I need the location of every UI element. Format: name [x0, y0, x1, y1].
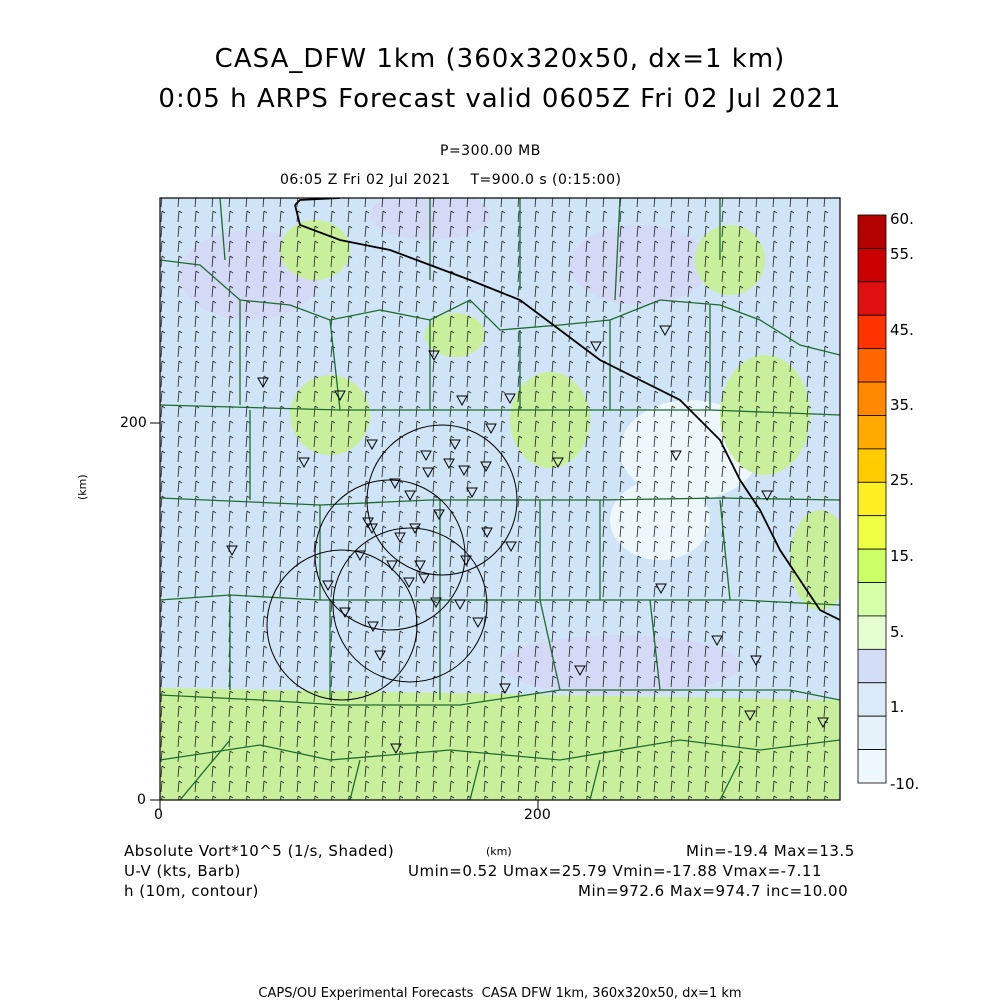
- colorbar-label: 45.: [890, 321, 914, 339]
- legend-field1-label: Absolute Vort*10^5 (1/s, Shaded): [124, 842, 395, 860]
- y-tick-200: 200: [120, 415, 147, 431]
- y-tick-0: 0: [137, 792, 146, 808]
- colorbar-swatch: [858, 349, 886, 382]
- colorbar-label: -10.: [890, 775, 920, 793]
- colorbar-swatch: [858, 282, 886, 315]
- colorbar-label: 60.: [890, 210, 914, 228]
- colorbar-swatch: [858, 449, 886, 482]
- colorbar-label: 15.: [890, 547, 914, 565]
- colorbar-swatch: [858, 716, 886, 749]
- pressure-level: P=300.00 MB: [440, 143, 541, 159]
- wind-barb-field: [160, 198, 840, 800]
- colorbar-swatch: [858, 215, 886, 248]
- colorbar-label: 25.: [890, 471, 914, 489]
- y-axis-unit: (km): [76, 474, 89, 500]
- x-tick-0: 0: [154, 807, 163, 823]
- colorbar-swatch: [858, 248, 886, 281]
- legend-field3-stats: Min=972.6 Max=974.7 inc=10.00: [578, 882, 849, 900]
- colorbar-swatch: [858, 750, 886, 783]
- colorbar-swatch: [858, 683, 886, 716]
- colorbar-label: 35.: [890, 396, 914, 414]
- vorticity-map: [160, 190, 850, 800]
- legend-field2-stats: Umin=0.52 Umax=25.79 Vmin=-17.88 Vmax=-7.11: [408, 862, 822, 880]
- colorbar-swatch: [858, 649, 886, 682]
- chart-title-line1: CASA_DFW 1km (360x320x50, dx=1 km): [214, 44, 786, 74]
- colorbar-swatch: [858, 549, 886, 582]
- colorbar: [858, 215, 886, 783]
- colorbar-swatch: [858, 315, 886, 348]
- colorbar-swatch: [858, 415, 886, 448]
- chart-title-line2: 0:05 h ARPS Forecast valid 0605Z Fri 02 Jul 2021: [158, 84, 842, 114]
- x-tick-200: 200: [524, 807, 551, 823]
- colorbar-swatch: [858, 616, 886, 649]
- colorbar-swatch: [858, 482, 886, 515]
- colorbar-swatch: [858, 516, 886, 549]
- legend-field2-label: U-V (kts, Barb): [124, 862, 241, 880]
- colorbar-label: 1.: [890, 698, 905, 716]
- legend-field3-label: h (10m, contour): [124, 882, 259, 900]
- colorbar-label: 55.: [890, 245, 914, 263]
- colorbar-label: 5.: [890, 623, 905, 641]
- legend-field1-stats: Min=-19.4 Max=13.5: [686, 842, 855, 860]
- footer-credit: CAPS/OU Experimental Forecasts CASA DFW 1km, 360x320x50, dx=1 km: [258, 986, 742, 1001]
- x-axis-unit: (km): [486, 845, 512, 858]
- colorbar-swatch: [858, 583, 886, 616]
- valid-time-line: 06:05 Z Fri 02 Jul 2021 T=900.0 s (0:15:00): [280, 172, 622, 188]
- colorbar-swatch: [858, 382, 886, 415]
